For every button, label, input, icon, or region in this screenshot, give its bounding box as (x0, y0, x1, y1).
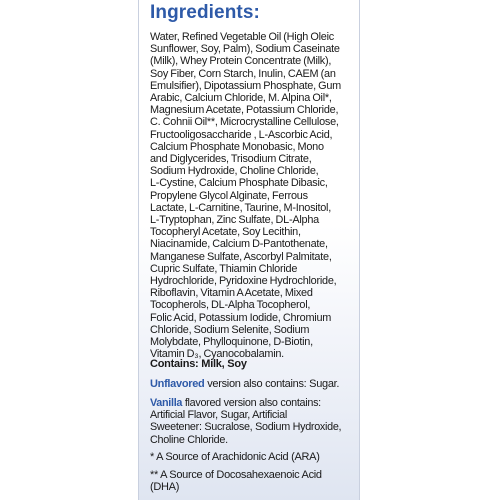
ingredients-line: Riboflavin, Vitamin A Acetate, Mixed (150, 287, 313, 300)
vanilla-line: Sweetener: Sucralose, Sodium Hydroxide, (150, 421, 342, 434)
ingredients-line: Arabic, Calcium Chloride, M. Alpina Oil*, (150, 92, 332, 105)
ingredients-line: Sunflower, Soy, Palm), Sodium Caseinate (150, 43, 340, 56)
footnote-ara (150, 451, 320, 463)
allergen-statement: Contains: Milk, Soy (150, 358, 247, 370)
ingredients-list (150, 31, 356, 360)
ingredients-line: Sodium Hydroxide, Choline Chloride, (150, 165, 319, 178)
vanilla-first-line (150, 397, 356, 409)
footnote-dha (150, 469, 322, 493)
ingredients-title: Ingredients: (150, 2, 260, 23)
ingredients-line: Calcium Phosphate Monobasic, Mono (150, 140, 324, 153)
ingredients-line: Propylene Glycol Alginate, Ferrous (150, 189, 308, 202)
unflavored-note (150, 378, 339, 390)
ingredients-line: Vitamin D₃, Cyanocobalamin. (150, 348, 284, 361)
vanilla-text: flavored version also contains: (182, 397, 321, 409)
unflavored-text: version also contains: Sugar. (204, 378, 340, 390)
ingredients-line: Cupric Sulfate, Thiamin Chloride (150, 262, 298, 275)
footnote-ara-text: * A Source of Arachidonic Acid (ARA) (150, 451, 320, 463)
footnote-dha-line: ** A Source of Docosahexaenoic Acid (150, 469, 322, 481)
ingredients-line: Manganese Sulfate, Ascorbyl Palmitate, (150, 250, 332, 263)
ingredients-line: Lactate, L-Carnitine, Taurine, M-Inositol, (150, 201, 332, 214)
ingredients-line: Magnesium Acetate, Potassium Chloride, (150, 104, 339, 117)
ingredients-line: and Diglycerides, Trisodium Citrate, (150, 153, 312, 166)
unflavored-label: Unflavored (150, 378, 205, 390)
ingredients-line: Hydrochloride, Pyridoxine Hydrochloride, (150, 275, 337, 288)
ingredients-line: Niacinamide, Calcium D-Pantothenate, (150, 238, 328, 251)
ingredients-line: L-Cystine, Calcium Phosphate Dibasic, (150, 177, 328, 190)
ingredients-line: Tocopheryl Acetate, Soy Lecithin, (150, 226, 301, 239)
ingredients-line: L-Tryptophan, Zinc Sulfate, DL-Alpha (150, 214, 319, 227)
vanilla-note (150, 397, 356, 446)
vanilla-line: Artificial Flavor, Sugar, Artificial (150, 409, 287, 422)
vanilla-line: Choline Chloride. (150, 433, 228, 446)
ingredients-line: Water, Refined Vegetable Oil (High Oleic (150, 31, 334, 43)
ingredients-line: (Milk), Whey Protein Concentrate (Milk), (150, 55, 332, 68)
ingredients-line: Folic Acid, Potassium Iodide, Chromium (150, 311, 332, 324)
vanilla-label: Vanilla (150, 397, 183, 409)
ingredients-line: Chloride, Sodium Selenite, Sodium (150, 323, 310, 336)
ingredients-line: Tocopherols, DL-Alpha Tocopherol, (150, 299, 311, 312)
ingredients-line: Emulsifier), Dipotassium Phosphate, Gum (150, 79, 342, 92)
ingredients-line: Molybdate, Phylloquinone, D-Biotin, (150, 336, 313, 349)
footnote-dha-line: (DHA) (150, 481, 180, 494)
ingredients-line: C. Cohnii Oil**, Microcrystalline Cellulose, (150, 116, 339, 129)
ingredients-line: Soy Fiber, Corn Starch, Inulin, CAEM (an (150, 67, 336, 80)
ingredients-line: Fructooligosaccharide , L-Ascorbic Acid, (150, 128, 333, 141)
